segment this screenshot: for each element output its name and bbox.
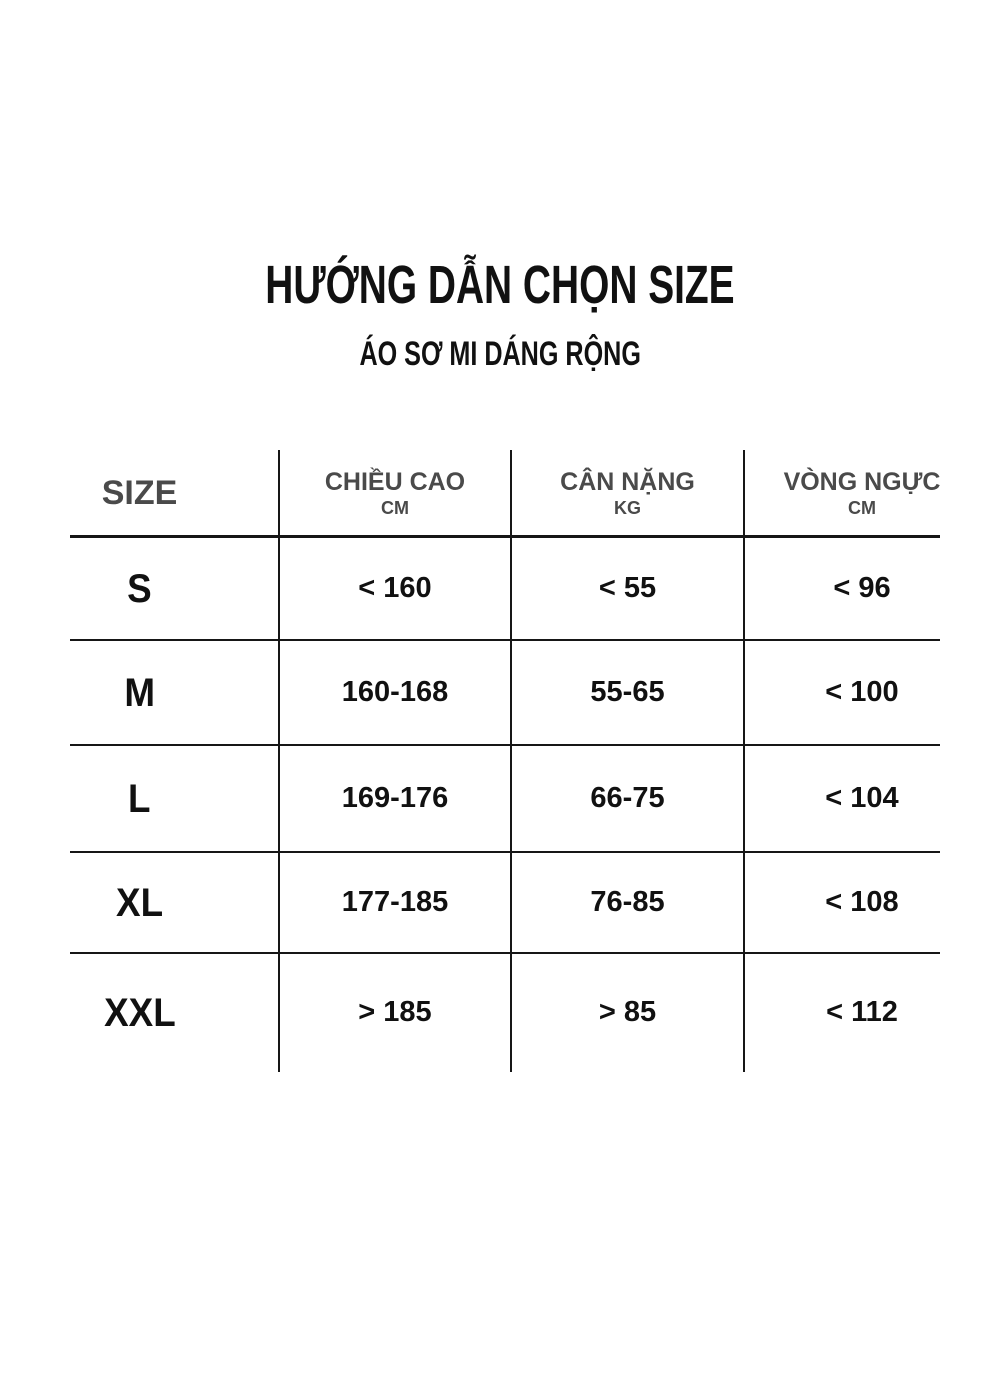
- size-cell: [0, 745, 279, 852]
- chest-cell: [744, 852, 980, 953]
- chest-cell: [744, 537, 980, 640]
- chest-value: < 112: [826, 996, 898, 1028]
- column-unit: CM: [848, 498, 876, 519]
- size-table: [0, 450, 980, 1072]
- chest-value: < 96: [833, 572, 891, 604]
- height-cell: [279, 537, 511, 640]
- height-cell: [279, 953, 511, 1072]
- height-cell: [279, 745, 511, 852]
- chest-cell: [744, 953, 980, 1072]
- size-label: M: [124, 670, 155, 715]
- column-header-height: [279, 450, 511, 537]
- table-vertical-divider: [743, 450, 745, 1072]
- table-row-divider: [70, 952, 940, 954]
- weight-value: 66-75: [590, 782, 665, 814]
- column-label: VÒNG NGỰC: [783, 468, 941, 497]
- table-row-divider: [70, 851, 940, 853]
- weight-cell: [511, 852, 744, 953]
- size-label: XXL: [103, 990, 176, 1035]
- table-vertical-divider: [278, 450, 280, 1072]
- size-label: L: [128, 776, 151, 821]
- weight-value: 76-85: [590, 886, 665, 918]
- table-header-divider: [70, 535, 940, 538]
- chest-cell: [744, 745, 980, 852]
- column-header-size: [0, 450, 279, 537]
- height-value: < 160: [358, 572, 432, 604]
- height-value: 169-176: [341, 782, 449, 814]
- size-label: S: [127, 566, 152, 611]
- chest-value: < 100: [825, 676, 899, 708]
- weight-value: < 55: [598, 572, 657, 604]
- weight-cell: [511, 537, 744, 640]
- weight-value: 55-65: [590, 676, 665, 708]
- weight-cell: [511, 953, 744, 1072]
- height-cell: [279, 640, 511, 745]
- column-label: CHIỀU CAO: [324, 468, 466, 497]
- column-header-chest: [744, 450, 980, 537]
- chest-cell: [744, 640, 980, 745]
- chest-value: < 104: [825, 782, 899, 814]
- column-unit: CM: [381, 498, 409, 519]
- weight-cell: [511, 640, 744, 745]
- column-label: SIZE: [101, 474, 178, 513]
- table-row-divider: [70, 639, 940, 641]
- size-label: XL: [115, 880, 164, 925]
- height-cell: [279, 852, 511, 953]
- weight-cell: [511, 745, 744, 852]
- size-cell: [0, 852, 279, 953]
- size-cell: [0, 537, 279, 640]
- size-cell: [0, 640, 279, 745]
- weight-value: > 85: [598, 996, 657, 1028]
- height-value: > 185: [358, 996, 432, 1028]
- size-cell: [0, 953, 279, 1072]
- height-value: 177-185: [341, 886, 449, 918]
- page-subtitle-text: ÁO SƠ MI DÁNG RỘNG: [359, 335, 641, 373]
- height-value: 160-168: [341, 676, 449, 708]
- page-subtitle: [0, 337, 1000, 371]
- table-row-divider: [70, 744, 940, 746]
- table-vertical-divider: [510, 450, 512, 1072]
- page-title: [0, 255, 1000, 315]
- column-unit: KG: [614, 498, 641, 519]
- chest-value: < 108: [825, 886, 899, 918]
- column-header-weight: [511, 450, 744, 537]
- page-title-text: HƯỚNG DẪN CHỌN SIZE: [265, 255, 735, 315]
- column-label: CÂN NẶNG: [560, 468, 695, 497]
